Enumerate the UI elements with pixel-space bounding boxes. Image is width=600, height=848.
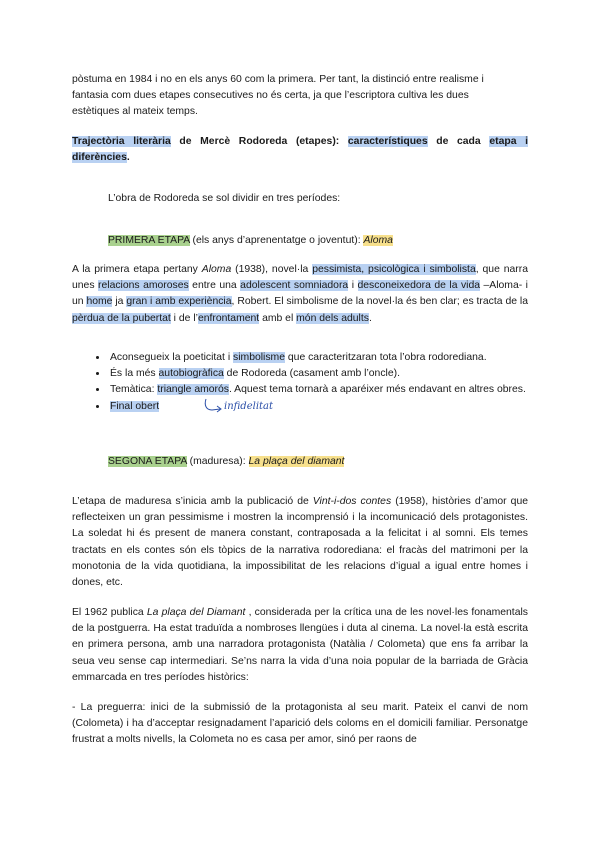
- paragraph-placa: [72, 605, 528, 686]
- text-run: .: [368, 312, 372, 324]
- heading-text: .: [126, 152, 130, 164]
- text-run: El 1962 publica: [72, 607, 147, 618]
- highlight: triangle amorós: [157, 384, 229, 396]
- work-title: Aloma: [201, 264, 232, 275]
- paragraph-preguerra: - La preguerra: inici de la submissió de la protagonista al seu marit. Pateix el canvi de nom (Colometa) i ha d’acceptar resignadament l’aparició dels coloms en el domicili familiar. Personatge frustrat a molts nivells, la Colometa no es casa per amor, sinó per raons de: [72, 702, 528, 746]
- highlight: home: [86, 296, 113, 308]
- list-item: [108, 382, 548, 398]
- paragraph-line: pòstuma en 1984 i no en els anys 60 com la primera. Per tant, la distinció entre realisme i: [72, 74, 484, 85]
- paragraph-continuation: [72, 72, 528, 121]
- text-run: , Robert. El simbolisme de la novel·la és ben clar; es tracta de la: [231, 296, 528, 308]
- heading-text: de Mercè Rodoreda (etapes):: [170, 136, 348, 147]
- highlight: desconeixedora de la vida: [357, 280, 481, 292]
- bullet-list: [88, 350, 548, 415]
- work-title: La plaça del Diamant: [146, 607, 246, 618]
- highlight: autobiogràfica: [158, 368, 224, 380]
- text-run: Aconsegueix la poeticitat i: [110, 352, 234, 363]
- work-title: Vint-i-dos contes: [312, 496, 392, 507]
- highlight: Final obert: [110, 400, 160, 412]
- paragraph-aloma: [72, 262, 528, 327]
- highlight: adolescent somniadora: [240, 280, 349, 292]
- arrow-stroke: [205, 399, 220, 410]
- section-heading: [72, 134, 528, 166]
- stage-desc: (els anys d’aprenentatge o joventut):: [189, 235, 364, 246]
- text-run: –Aloma- i un: [72, 280, 528, 308]
- text-run: de Rodoreda (casament amb l’oncle).: [223, 368, 400, 380]
- stage-desc: (maduresa):: [186, 456, 249, 467]
- highlight: etapa i diferències: [72, 136, 528, 164]
- highlight: gran i amb experiència: [126, 296, 232, 308]
- highlight: relacions amoroses: [98, 280, 189, 292]
- handwritten-note: infidelitat: [224, 401, 274, 412]
- text-run: Temàtica:: [110, 384, 158, 396]
- paragraph-line: estètiques al mateix temps.: [72, 106, 198, 118]
- text-run: ja: [112, 296, 127, 308]
- stage-work-title: La plaça del diamant: [248, 456, 345, 467]
- heading-text: de cada: [427, 136, 490, 147]
- highlight: Trajectòria literària: [72, 136, 171, 147]
- text-run: L’etapa de maduresa s’inicia amb la publicació de: [72, 496, 313, 507]
- stage-label: PRIMERA ETAPA: [108, 235, 190, 246]
- text-run: (1938), novel·la: [231, 264, 313, 275]
- text-run: entre una: [188, 280, 241, 292]
- highlight: característiques: [347, 136, 428, 147]
- highlight: pessimista, psicològica i simbolista: [312, 264, 476, 275]
- text-run: És la més: [110, 368, 159, 380]
- paragraph-maduresa: [72, 494, 528, 591]
- list-item: [108, 366, 548, 382]
- highlight: simbolisme: [233, 352, 285, 363]
- list-item: [108, 399, 548, 415]
- list-item: [108, 350, 548, 366]
- stage-work-title: Aloma: [363, 235, 393, 246]
- text-run: . Aquest tema tornarà a aparéixer més endavant en altres obres.: [228, 384, 526, 396]
- highlight: món dels adults: [296, 312, 369, 324]
- text-run: i: [348, 280, 358, 292]
- stage-heading-1: [108, 233, 528, 249]
- highlight: enfrontament: [197, 312, 260, 324]
- text-run: (1958), històries d’amor que reflecteixen un gran pessimisme i mostren la incomprensió i la incomunicació dels protagonistes. La soledat hi és present de manera constant, contraposada a la felicitat i al somni. Els temes tractats en els contes són els tòpics de la narrativa rodorediana: el fracàs del matrimoni per la monotonia de la vida quotidiana, la impossibilitat de les relacions d’igual a igual entre homes i dones, etc.: [72, 496, 529, 589]
- stage-label: SEGONA ETAPA: [108, 456, 187, 467]
- stage-heading-2: [108, 454, 528, 470]
- intro-line: L’obra de Rodoreda se sol dividir en tres períodes:: [108, 193, 341, 204]
- handwritten-annotation: [202, 395, 302, 415]
- text-run: A la primera etapa pertany: [72, 264, 202, 275]
- text-run: que caracteritzaran tota l’obra rodorediana.: [285, 352, 487, 363]
- text-run: , que narra unes: [72, 264, 528, 292]
- paragraph-line: fantasia com dues etapes consecutives no és certa, ja que l’escriptora cultiva les dues: [72, 90, 469, 102]
- text-run: i de l’: [170, 312, 198, 324]
- text-run: amb el: [259, 312, 297, 324]
- highlight: pèrdua de la pubertat: [72, 312, 171, 324]
- text-run: , considerada per la crítica una de les novel·les fonamentals de la postguerra. Ha estat traduïda a nombroses llengües i duta al cinema. La novel·la està escrita en primera persona, amb una narradora protagonista (Natàlia / Colometa) que ens fa arribar la seua veu sense cap intermediari. Se’ns narra la vida d’una noia popular de la barriada de Gràcia emmarcada en tres períodes històrics:: [72, 607, 528, 683]
